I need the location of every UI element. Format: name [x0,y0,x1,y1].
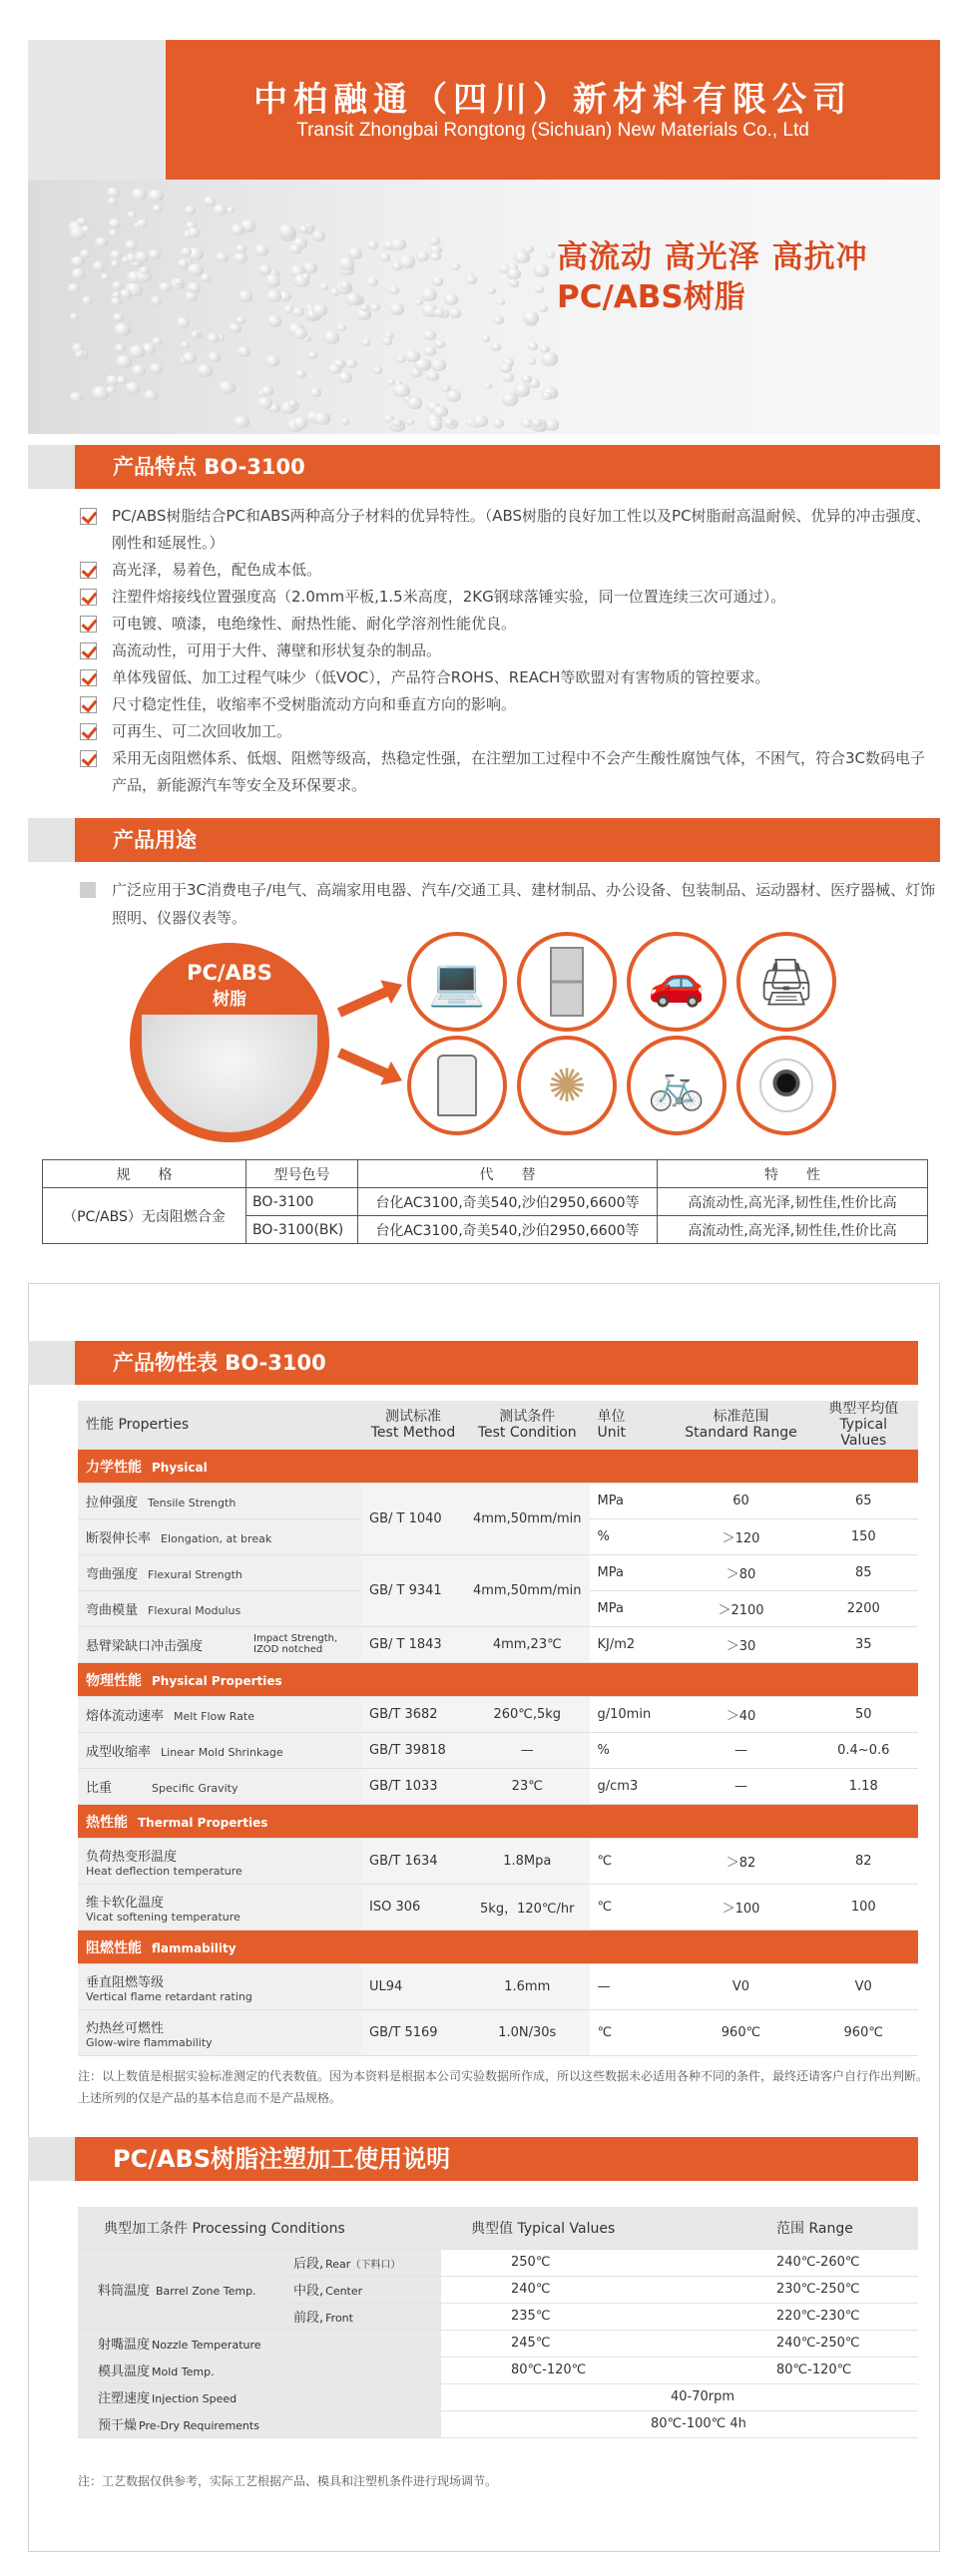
table-row: 弯曲强度 Flexural Strength GB/ T 9341 4mm,50mm/min MPa ＞80 85 [78,1555,918,1591]
pellet [546,251,554,258]
table-row: 断裂伸长率 Elongation, at break % ＞120 150 [78,1519,918,1555]
pellet [231,224,244,235]
pellet [434,308,445,317]
pellet [181,341,190,349]
pellet [114,323,131,336]
feature-cell: 高流动性,高光泽,韧性佳,性价比高 [658,1188,928,1216]
feature-item: 单体残留低、加工过程气味少（低VOC），产品符合ROHS、REACH等欧盟对有害物质的管控要求。 [78,664,936,691]
pellet [106,386,116,394]
pellet [236,244,246,253]
pellet [207,333,220,343]
category-row: 阻燃性能 flammability [78,1931,918,1964]
pellet [493,419,504,428]
header-prop: 性能 Properties [78,1401,361,1450]
pellet [405,350,420,362]
table-row: 预干燥 Pre-Dry Requirements 80℃-100℃ 4h [78,2410,918,2437]
model-header: 型号色号 [246,1160,358,1188]
pellet [451,263,460,270]
pellet [185,206,196,215]
pellet [309,388,321,397]
table-row: 负荷热变形温度 Heat deflection temperature GB/T 1634 1.8Mpa ℃ ＞82 82 [78,1839,918,1885]
refrigerator-icon [517,932,617,1032]
replace-cell: 台化AC3100,奇美540,沙伯2950,6600等 [358,1188,658,1216]
pellet [345,293,361,306]
pellet [181,247,192,256]
pellet [75,351,83,358]
pellets-image [142,1015,317,1132]
pellet [301,273,309,280]
pellet [500,363,513,373]
pellet [127,212,137,219]
category-row: 力学性能 Physical [78,1450,918,1484]
properties-note: 注：以上数值是根据实验标准测定的代表数值。因为本资料是根据本公司实验数据所作成，所以这些数据未必适用各种不同的条件，最终还请客户自行作出判断。上述所列的仅是产品的基本信息而不是产品规格。 [78,2069,929,2105]
usage-text: 广泛应用于3C消费电子/电气、高端家用电器、汽车/交通工具、建材制品、办公设备、包装制品、运动器材、医疗器械、灯饰照明、仪器仪表等。 [78,876,936,932]
pellet [265,355,279,366]
pellet [234,252,248,264]
pellet [387,379,395,386]
category-row: 热性能 Thermal Properties [78,1805,918,1839]
pellet [204,197,216,207]
product-name: PC/ABS树脂 [557,279,745,315]
pellet [435,340,445,348]
pellet [177,317,190,328]
pellet [293,328,307,339]
pellet [415,299,423,306]
feature-header: 特 性 [658,1160,928,1188]
table-header-row: 典型加工条件 Processing Conditions 典型值 Typical Values 范围 Range [78,2207,918,2249]
pellet [328,364,341,374]
pellet [345,359,357,368]
pellet [109,229,118,236]
medical-device-icon [407,1036,507,1135]
pellet [362,339,370,346]
replace-header: 代 替 [358,1160,658,1188]
pellet [188,263,204,276]
table-row: 维卡软化温度 Vicat softening temperature ISO 306 5kg，120℃/hr ℃ ＞100 100 [78,1885,918,1931]
pellet [117,376,127,384]
pellet [514,383,531,396]
pellet [431,359,446,371]
pellet [312,304,327,316]
pellet [219,381,236,394]
pellet [216,252,229,262]
pellet [208,352,221,362]
feature-item: 高流动性，可用于大件、薄壁和形状复杂的制品。 [78,638,936,664]
pellet [258,264,271,275]
feature-item: 注塑件熔接线位置强度高（2.0mm平板,1.5米高度，2KG钢球落锤实验，同一位置连续三次可通过）。 [78,584,936,611]
pellet [507,268,521,280]
pellet [380,253,390,261]
pellet [487,287,496,294]
table-row: 前段, Front 235℃ 220℃-230℃ [78,2303,918,2330]
pellet [303,262,317,273]
chandelier-icon: ✺ [517,1036,617,1135]
pellet [535,285,544,292]
exercise-bike-icon: 🚲 [627,1036,727,1135]
checkmark-icon [80,508,97,525]
pellet [450,308,461,317]
pellet [72,268,85,278]
header-cond: 测试条件 Test Condition [465,1401,590,1450]
pellet [373,366,383,374]
pellet [265,274,280,286]
pellet [541,352,558,365]
table-row: 比重 Specific Gravity GB/T 1033 23℃ g/cm3 — 1.18 [78,1769,918,1805]
car-icon: 🚗 [627,932,727,1032]
pellet [82,296,93,304]
table-row: 料筒温度 Barrel Zone Temp. 后段, Rear（下料口） 250℃ 240℃-260℃ [78,2249,918,2276]
spec-cell: （PC/ABS）无卤阻燃合金 [43,1188,246,1244]
checkmark-icon [80,696,97,713]
pellet [278,224,295,237]
pellet [111,297,121,305]
pellet [482,335,491,342]
pellet [407,397,422,409]
company-name-en: Transit Zhongbai Rongtong (Sichuan) New Materials Co., Ltd [296,120,809,141]
printer-icon: 🖨 [736,932,836,1032]
pellet [109,218,121,228]
pellet [238,346,250,357]
pellet [198,364,214,377]
replace-cell: 台化AC3100,奇美540,沙伯2950,6600等 [358,1216,658,1244]
pellet [406,419,414,425]
pellet [239,290,252,301]
pellet [108,198,118,206]
pellet [397,356,405,363]
pellet [295,370,305,378]
pellet [188,227,200,237]
header-typ: 典型平均值 Typical Values [809,1401,919,1450]
pellet [312,230,325,241]
checkmark-icon [80,589,97,606]
pellet [70,392,84,403]
pellet [159,282,172,292]
pellet [528,342,538,350]
pellet [341,418,349,425]
pellet [116,355,132,368]
pellet [135,251,149,262]
pellet [491,343,501,351]
pellet [95,237,107,247]
pellet [416,251,428,261]
company-name-cn: 中柏融通（四川）新材料有限公司 [253,80,852,120]
pellet [148,249,160,259]
resin-circle [130,943,329,1142]
header-range: 标准范围 Standard Range [674,1401,809,1450]
processing-section-title: PC/ABS树脂注塑加工使用说明 [75,2137,918,2181]
header-unit: 单位 Unit [590,1401,674,1450]
pellet [445,419,454,426]
pellet [392,419,402,427]
pellet [429,236,440,245]
pellet [497,299,505,306]
table-row: 注塑速度 Injection Speed 40-70rpm [78,2383,918,2410]
pellet [426,371,439,381]
checkmark-icon [80,723,97,740]
security-camera-icon [736,1036,836,1135]
pellet [129,345,145,358]
header-banner [0,0,970,439]
pellet [175,278,183,285]
pellet [137,219,148,228]
model-cell: BO-3100 [246,1188,358,1216]
pellet [367,240,379,249]
pellet [110,250,122,260]
pellet [236,316,245,324]
feature-item: PC/ABS树脂结合PC和ABS两种高分子材料的优异特性。（ABS树脂的良好加工性以及PC树脂耐高温耐候、优异的冲击强度、刚性和延展性。） [78,503,936,557]
pellet [107,188,120,198]
pellet [132,365,146,376]
pellet [432,277,443,286]
pellet [115,344,125,352]
pellet [539,305,548,312]
table-row: 灼热丝可燃性 Glow-wire flammability GB/T 5169 1.0N/30s ℃ 960℃ 960℃ [78,2010,918,2056]
pellet [113,313,124,322]
spec-table [42,1159,928,1244]
table-row: 成型收缩率 Linear Mold Shrinkage GB/T 39818 — % — 0.4~0.6 [78,1733,918,1769]
pellet [390,238,406,251]
features-list [78,503,936,799]
properties-table [78,1401,918,2056]
pellet [153,205,162,213]
pellet [433,406,447,417]
header-gray-block [28,40,168,180]
pellet [528,358,536,365]
pellet [360,304,369,311]
feature-cell: 高流动性,高光泽,韧性佳,性价比高 [658,1216,928,1244]
pellet [509,279,519,287]
product-slogan: 高流动 高光泽 高抗冲 [557,239,868,275]
table-row: 模具温度 Mold Temp. 80℃-120℃ 80℃-120℃ [78,2357,918,2383]
circle-label: PC/ABS [187,961,272,985]
pellet [101,273,110,280]
feature-item: 可再生、可二次回收加工。 [78,718,936,745]
pellet [366,277,378,287]
pellet [120,289,132,298]
spec-header: 规 格 [43,1160,246,1188]
pellet [421,288,438,301]
table-row: 弯曲模量 Flexural Modulus MPa ＞2100 2200 [78,1591,918,1627]
pellet [339,257,355,269]
pellet [148,190,164,202]
pellet [151,296,163,305]
features-section-title: 产品特点 BO-3100 [75,445,940,489]
circle-sublabel: 树脂 [213,990,246,1010]
pellet [523,311,539,324]
pellet [473,415,488,427]
pellet [299,225,308,232]
pellet [139,266,149,274]
pellet [257,397,272,409]
pellet [125,240,137,250]
table-row: 悬臂梁缺口冲击强度 Impact Strength, IZOD notched GB/ T 1843 4mm,23℃ KJ/m2 ＞30 35 [78,1627,918,1663]
pellet [70,313,79,320]
pellet [446,390,462,403]
table-row: 射嘴温度 Nozzle Temperature 245℃ 240℃-250℃ [78,2330,918,2357]
pellet [150,363,163,374]
pellet [336,324,346,332]
category-row: 物理性能 Physical Properties [78,1663,918,1697]
pellet [71,256,84,267]
pellets-photo [28,180,940,434]
checkmark-icon [80,562,97,579]
pellet [340,281,349,289]
pellet [503,373,515,382]
pellet [229,323,242,333]
pellet [320,283,328,290]
pellet [370,303,381,312]
pellet [389,286,399,294]
pellet [144,390,158,401]
pellet [390,303,405,315]
table-row: 垂直阻燃等级 Vertical flame retardant rating UL94 1.6mm — V0 V0 [78,1964,918,2010]
pellet [293,417,308,429]
pellet [93,261,105,271]
checkmark-icon [80,750,97,767]
pellet [424,346,437,356]
feature-item: 高光泽，易着色，配色成本低。 [78,557,936,584]
pellet [188,282,201,292]
table-row: 熔体流动速率 Melt Flow Rate GB/T 3682 260℃,5kg g/10min ＞40 50 [78,1697,918,1733]
pellet [382,337,392,345]
feature-item: 采用无卤阻燃体系、低烟、阻燃等级高，热稳定性强，在注塑加工过程中不会产生酸性腐蚀气体，不困气，符合3C数码电子产品，新能源汽车等安全及环保要求。 [78,745,936,799]
pellet [266,290,281,302]
checkmark-icon [80,669,97,686]
table-header-row [78,1401,918,1450]
pellet [522,375,531,382]
pellet [466,275,477,284]
pellet [289,244,301,254]
pellet [493,316,503,324]
checkmark-icon [80,643,97,659]
pellet [126,382,140,393]
properties-section-title: 产品物性表 BO-3100 [75,1341,918,1385]
arrow-down-icon [337,1048,391,1079]
laptop-icon: 💻 [407,932,507,1032]
pellet [111,260,120,267]
pellet [234,416,248,428]
pellet [428,419,442,431]
pellet [534,264,549,276]
pellet [227,207,236,214]
pellet [399,255,415,268]
pellet [261,386,273,395]
pellet [267,315,281,326]
pellet [532,419,542,427]
pellet [292,307,303,316]
model-cell: BO-3100(BK) [246,1216,358,1244]
pellet [254,244,268,255]
processing-note: 注：工艺数据仅供参考，实际工艺根据产品、模具和注塑机条件进行现场调节。 [78,2474,498,2488]
pellet [132,189,147,201]
pellet [430,252,441,261]
pellet [393,384,409,397]
table-row: 中段, Center 240℃ 230℃-250℃ [78,2276,918,2303]
pellet [514,251,529,263]
header-method: 测试标准 Test Method [361,1401,465,1450]
pellet [81,225,91,233]
pellet [423,330,436,340]
usage-section-title: 产品用途 [75,818,940,862]
processing-table [78,2207,918,2438]
pellet [338,372,352,383]
pellet [313,412,330,425]
pellet [112,292,120,299]
pellet [201,273,212,282]
feature-item: 尺寸稳定性佳，收缩率不受树脂流动方向和垂直方向的影响。 [78,691,936,718]
pellet [183,352,197,363]
table-row: 拉伸强度 Tensile Strength GB/ T 1040 4mm,50mm/min MPa 60 65 [78,1484,918,1519]
pellet [323,331,339,344]
arrow-up-icon [337,986,391,1018]
checkmark-icon [80,616,97,633]
pellet [444,294,458,305]
pellet [152,337,163,346]
pellet [484,383,492,389]
pellet [308,351,317,358]
feature-item: 可电镀、喷漆，电绝缘性、耐热性能、耐化学溶剂性能优良。 [78,611,936,638]
bullet-square-icon [80,882,96,898]
pellet [68,283,80,293]
pellet [185,291,198,301]
pellet [288,400,297,407]
pellet [542,392,551,400]
pellet [214,205,227,215]
